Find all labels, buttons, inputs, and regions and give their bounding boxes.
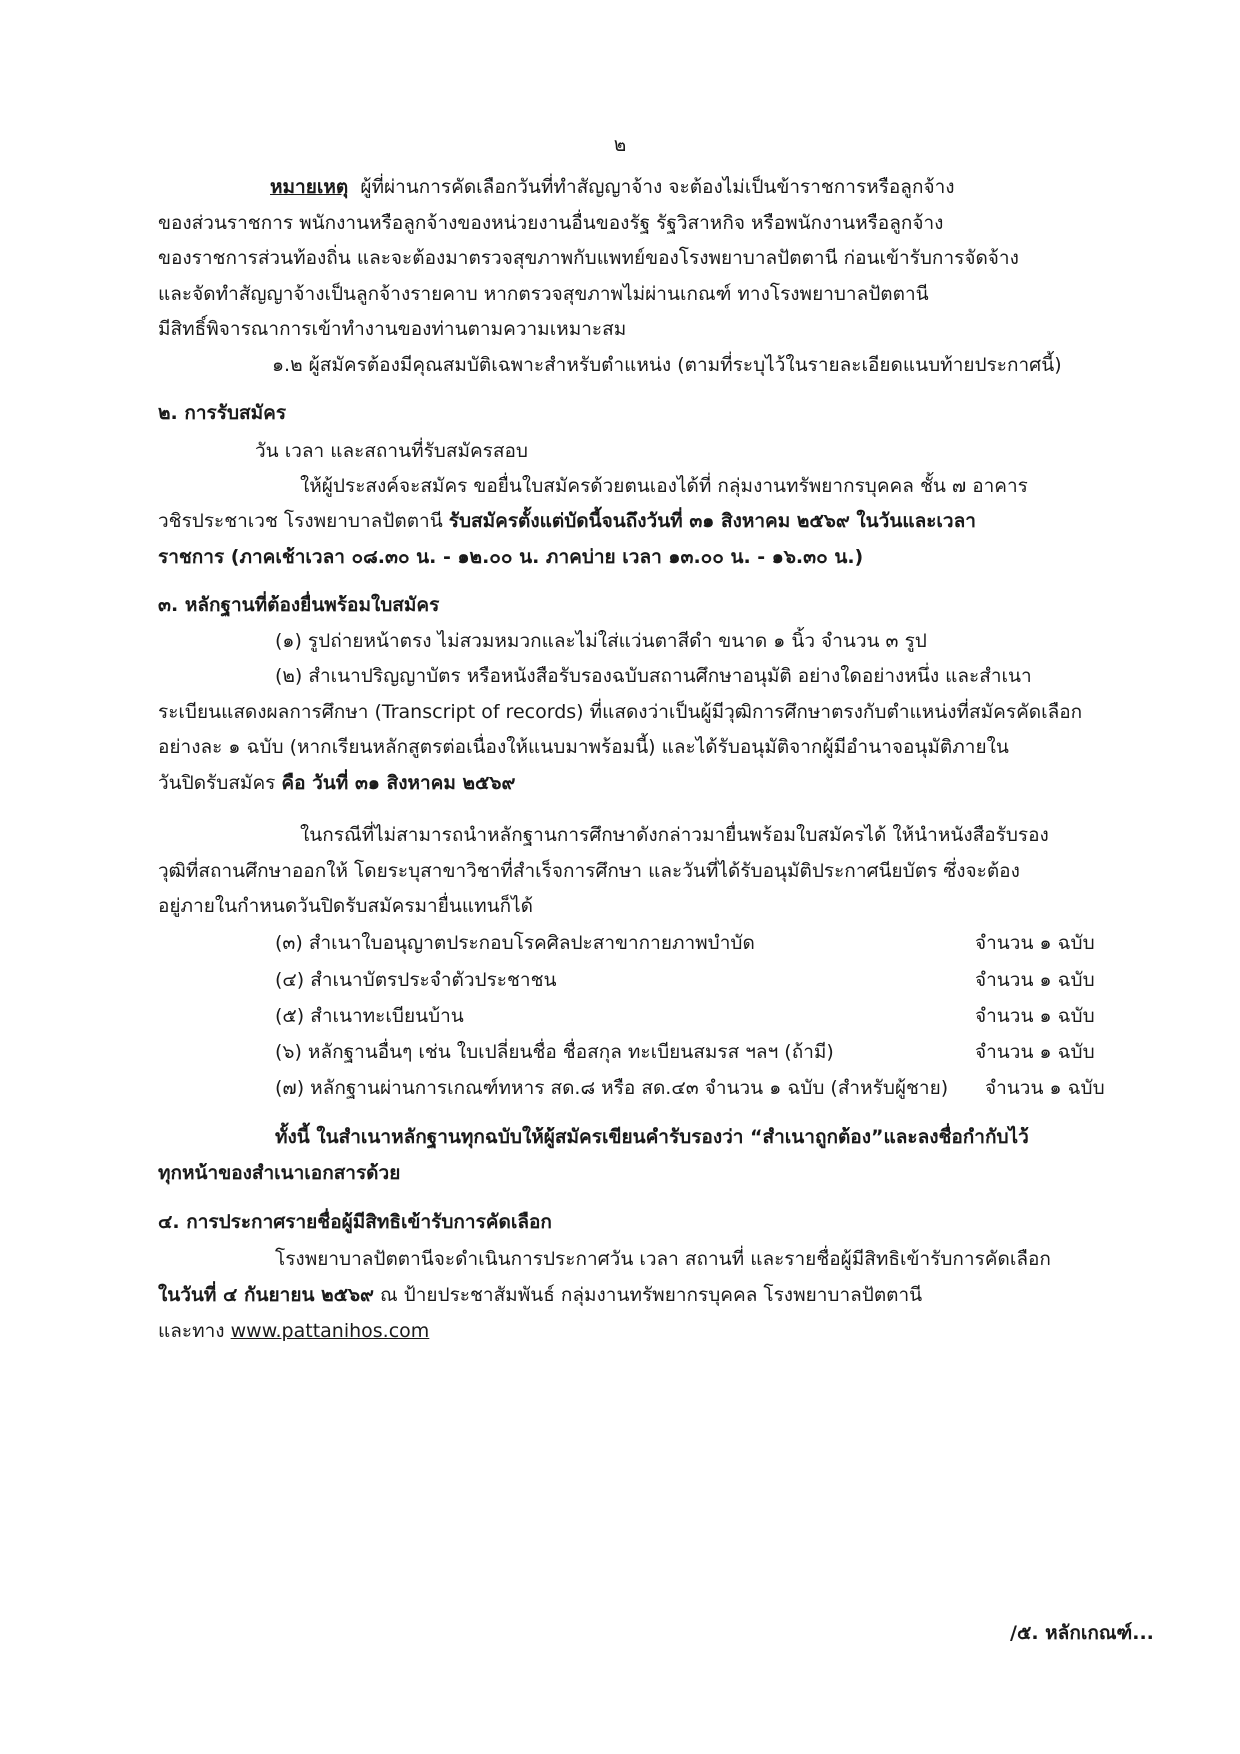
doc-item-label: (๕) สำเนาทะเบียนบ้าน [275, 1005, 464, 1027]
section-3-item-2-line-1: (๒) สำเนาปริญญาบัตร หรือหนังสือรับรองฉบับสถานศึกษาอนุมัติ อย่างใดอย่างหนึ่ง และสำเนา [275, 665, 1032, 687]
section-3-case-line-1: ในกรณีที่ไม่สามารถนำหลักฐานการศึกษาดังกล่าวมายื่นพร้อมใบสมัครได้ ให้นำหนังสือรับรอง [300, 824, 1049, 846]
doc-item-label: (๔) สำเนาบัตรประจำตัวประชาชน [275, 969, 557, 991]
section-3-case-line-3: อยู่ภายในกำหนดวันปิดรับสมัครมายื่นแทนก็ได้ [158, 895, 533, 917]
item-1-2: ๑.๒ ผู้สมัครต้องมีคุณสมบัติเฉพาะสำหรับตำแหน่ง (ตามที่ระบุไว้ในรายละเอียดแนบท้ายประกาศนี้) [272, 354, 1062, 376]
note-line-5: มีสิทธิ์พิจารณาการเข้าทำงานของท่านตามความเหมาะสม [158, 318, 627, 340]
website-link[interactable]: www.pattanihos.com [230, 1320, 430, 1342]
doc-item-qty: จำนวน ๑ ฉบับ [985, 1077, 1105, 1099]
note-line-2: ของส่วนราชการ พนักงานหรือลูกจ้างของหน่วยงานอื่นของรัฐ รัฐวิสาหกิจ หรือพนักงานหรือลูกจ้าง [158, 212, 944, 234]
section-3-heading: ๓. หลักฐานที่ต้องยื่นพร้อมใบสมัคร [158, 594, 440, 616]
doc-item-7 [275, 1073, 1112, 1103]
doc-item-3 [275, 928, 1112, 958]
note-line-4: และจัดทำสัญญาจ้างเป็นลูกจ้างรายคาบ หากตรวจสุขภาพไม่ผ่านเกณฑ์ ทางโรงพยาบาลปัตตานี [158, 283, 929, 305]
section-3-item-2-line-4 [158, 768, 515, 798]
section-4-line-3 [158, 1316, 429, 1346]
next-page-marker: /๕. หลักเกณฑ์... [1010, 1622, 1154, 1644]
section-4-heading: ๔. การประกาศรายชื่อผู้มีสิทธิเข้ารับการคัดเลือก [158, 1211, 552, 1233]
page-number: ๒ [613, 134, 627, 156]
section-2-line-1: ให้ผู้ประสงค์จะสมัคร ขอยื่นใบสมัครด้วยตนเองได้ที่ กลุ่มงานทรัพยากรบุคคล ชั้น ๗ อาคาร [300, 475, 1028, 497]
doc-item-qty: จำนวน ๑ ฉบับ [975, 932, 1095, 954]
doc-item-6 [275, 1037, 1112, 1067]
section-4-line-1: โรงพยาบาลปัตตานีจะดำเนินการประกาศวัน เวลา สถานที่ และรายชื่อผู้มีสิทธิเข้ารับการคัดเลือก [275, 1248, 1051, 1270]
doc-item-qty: จำนวน ๑ ฉบับ [975, 1041, 1095, 1063]
doc-item-label: (๓) สำเนาใบอนุญาตประกอบโรคศิลปะสาขากายภาพบำบัด [275, 932, 755, 954]
section-3-item-2-line-3: อย่างละ ๑ ฉบับ (หากเรียนหลักสูตรต่อเนื่องให้แนบมาพร้อมนี้) และได้รับอนุมัติจากผู้มีอำนาจอนุมัติภายใน [158, 736, 1009, 758]
note-text-1: ผู้ที่ผ่านการคัดเลือกวันที่ทำสัญญาจ้าง จะต้องไม่เป็นข้าราชการหรือลูกจ้าง [360, 176, 955, 198]
note-line-1 [270, 172, 955, 202]
section-2-heading: ๒. การรับสมัคร [158, 402, 287, 424]
doc-item-qty: จำนวน ๑ ฉบับ [975, 1005, 1095, 1027]
section-2-line-2a: วชิรประชาเวช โรงพยาบาลปัตตานี [158, 510, 443, 532]
section-2-line-2b: รับสมัครตั้งแต่บัดนี้จนถึงวันที่ ๓๑ สิงหาคม ๒๕๖๙ ในวันและเวลา [448, 510, 976, 532]
note-line-3: ของราชการส่วนท้องถิ่น และจะต้องมาตรวจสุขภาพกับแพทย์ของโรงพยาบาลปัตตานี ก่อนเข้ารับการจัดจ้าง [158, 247, 1019, 269]
doc-item-4 [275, 965, 1112, 995]
section-3-item-1: (๑) รูปถ่ายหน้าตรง ไม่สวมหมวกและไม่ใส่แว่นตาสีดำ ขนาด ๑ นิ้ว จำนวน ๓ รูป [275, 630, 927, 652]
section-4-line-3-prefix: และทาง [158, 1320, 225, 1342]
doc-item-label: (๗) หลักฐานผ่านการเกณฑ์ทหาร สด.๘ หรือ สด.๔๓ จำนวน ๑ ฉบับ (สำหรับผู้ชาย) [275, 1077, 949, 1099]
section-3-case-line-2: วุฒิที่สถานศึกษาออกให้ โดยระบุสาขาวิชาที่สำเร็จการศึกษา และวันที่ได้รับอนุมัติประกาศนียบัตร ซึ่งจะต้อง [158, 860, 1020, 882]
doc-item-label: (๖) หลักฐานอื่นๆ เช่น ใบเปลี่ยนชื่อ ชื่อสกุล ทะเบียนสมรส ฯลฯ (ถ้ามี) [275, 1041, 834, 1063]
section-2-line-2 [158, 506, 976, 536]
doc-item-qty: จำนวน ๑ ฉบับ [975, 969, 1095, 991]
section-4-line-2a: ในวันที่ ๔ กันยายน ๒๕๖๙ [158, 1284, 374, 1306]
section-3-item-2-line-4b: คือ วันที่ ๓๑ สิงหาคม ๒๕๖๙ [281, 772, 516, 794]
section-4-line-2 [158, 1280, 922, 1310]
section-2-subheading: วัน เวลา และสถานที่รับสมัครสอบ [255, 440, 528, 462]
section-4-line-2b: ณ ป้ายประชาสัมพันธ์ กลุ่มงานทรัพยากรบุคคล โรงพยาบาลปัตตานี [380, 1284, 923, 1306]
section-2-line-3: ราชการ (ภาคเช้าเวลา ๐๘.๓๐ น. - ๑๒.๐๐ น. ภาคบ่าย เวลา ๑๓.๐๐ น. - ๑๖.๓๐ น.) [158, 546, 864, 568]
section-3-item-2-line-2: ระเบียนแสดงผลการศึกษา (Transcript of records) ที่แสดงว่าเป็นผู้มีวุฒิการศึกษาตรงกับตำแหน่งที่สมัครคัดเลือก [158, 701, 1083, 723]
section-3-certify-line-1: ทั้งนี้ ในสำเนาหลักฐานทุกฉบับให้ผู้สมัครเขียนคำรับรองว่า “สำเนาถูกต้อง”และลงชื่อกำกับไว้ [275, 1126, 1029, 1148]
note-label: หมายเหตุ [270, 176, 349, 198]
doc-item-5 [275, 1001, 1112, 1031]
section-3-certify-line-2: ทุกหน้าของสำเนาเอกสารด้วย [158, 1162, 401, 1184]
section-3-item-2-line-4a: วันปิดรับสมัคร [158, 772, 276, 794]
